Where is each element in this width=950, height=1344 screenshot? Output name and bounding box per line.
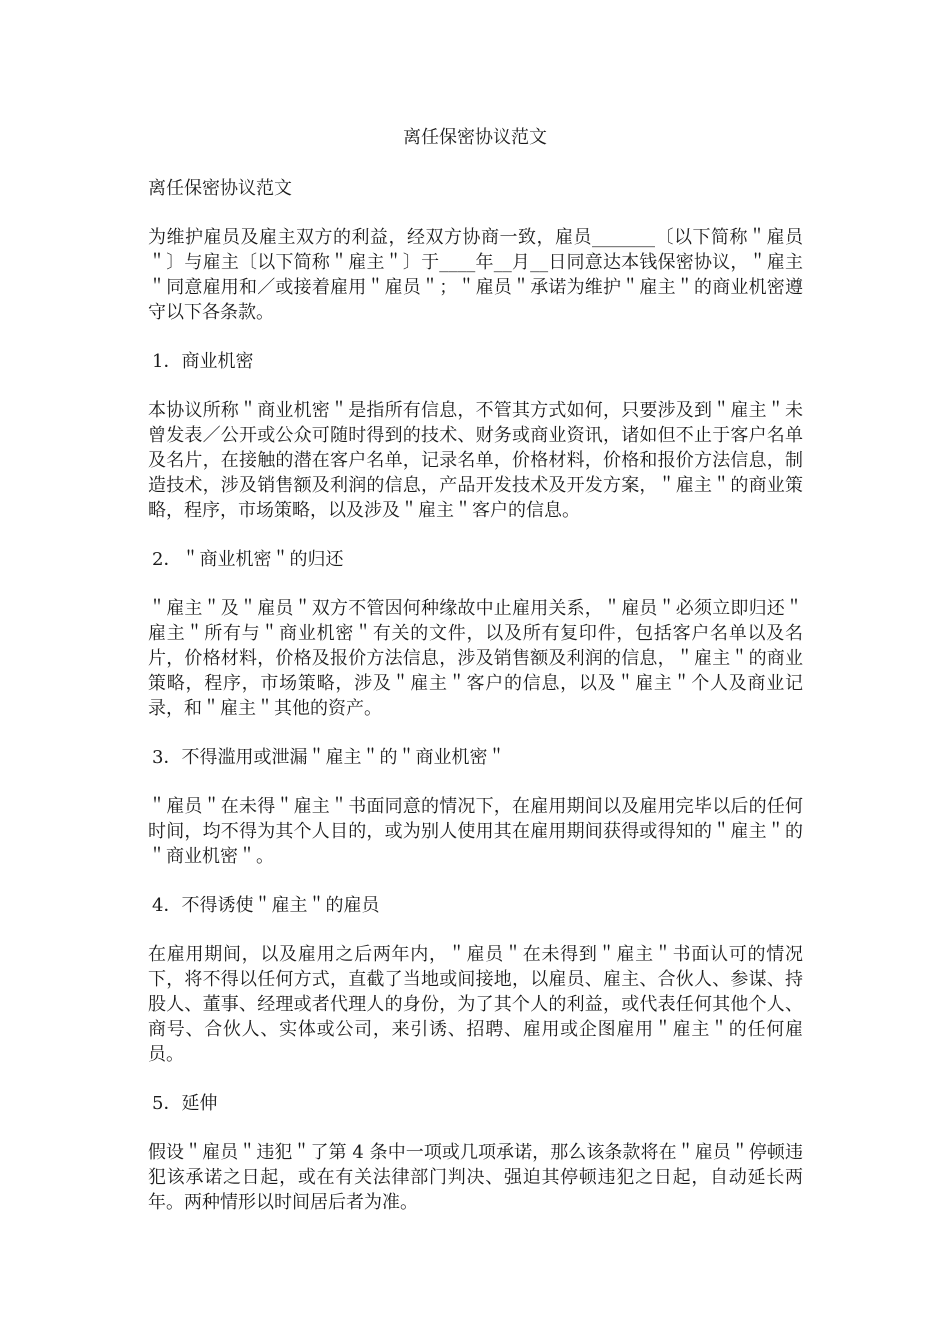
document-title: 离任保密协议范文 xyxy=(403,127,547,148)
section-5 xyxy=(148,1091,803,1215)
section-4 xyxy=(148,893,803,1067)
section-body: 在雇用期间，以及雇用之后两年内，＂雇员＂在未得到＂雇主＂书面认可的情况下，将不得以任何方式，直截了当地或间接地，以雇员、雇主、合伙人、参谋、持股人、董事、经理或者代理人的身份，为了其个人的利益，或代表任何其他个人、商号、合伙人、实体或公司，来引诱、招聘、雇用或企图雇用＂雇主＂的任何雇员。 xyxy=(148,944,803,1065)
section-heading: 3．不得滥用或泄漏＂雇主＂的＂商业机密＂ xyxy=(152,747,506,768)
section-heading: 1．商业机密 xyxy=(152,351,254,372)
section-1 xyxy=(148,349,803,523)
document-body xyxy=(148,176,803,1239)
intro-paragraph: 为维护雇员及雇主双方的利益，经双方协商一致，雇员_______〔以下简称＂雇员＂〕与雇主〔以下简称＂雇主＂〕于____年__月__日同意达本钱保密协议，＂雇主＂同意雇用和／或接着雇用＂雇员＂；＂雇员＂承诺为维护＂雇主＂的商业机密遵守以下各条款。 xyxy=(148,227,803,323)
section-body: ＂雇主＂及＂雇员＂双方不管因何种缘故中止雇用关系，＂雇员＂必须立即归还＂雇主＂所有与＂商业机密＂有关的文件，以及所有复印件，包括客户名单以及名片，价格材料，价格及报价方法信息，涉及销售额及利润的信息，＂雇主＂的商业策略，程序，市场策略，涉及＂雇主＂客户的信息，以及＂雇主＂个人及商业记录，和＂雇主＂其他的资产。 xyxy=(148,598,803,719)
section-body: ＂雇员＂在未得＂雇主＂书面同意的情况下，在雇用期间以及雇用完毕以后的任何时间，均不得为其个人目的，或为别人使用其在雇用期间获得或得知的＂雇主＂的＂商业机密＂。 xyxy=(148,796,803,867)
section-heading: 4．不得诱使＂雇主＂的雇员 xyxy=(152,895,380,916)
section-2 xyxy=(148,547,803,721)
section-heading: 2．＂商业机密＂的归还 xyxy=(152,549,344,570)
section-body: 本协议所称＂商业机密＂是指所有信息，不管其方式如何，只要涉及到＂雇主＂未曾发表／公开或公众可随时得到的技术、财务或商业资讯，诸如但不止于客户名单及名片，在接触的潜在客户名单，记录名单，价格材料，价格和报价方法信息，制造技术，涉及销售额及利润的信息，产品开发技术及开发方案，＂雇主＂的商业策略，程序，市场策略，以及涉及＂雇主＂客户的信息。 xyxy=(148,400,803,521)
section-body: 假设＂雇员＂违犯＂了第 4 条中一项或几项承诺，那么该条款将在＂雇员＂停顿违犯该承诺之日起，或在有关法律部门判决、强迫其停顿违犯之日起，自动延长两年。两种情形以时间居后者为准。 xyxy=(148,1142,803,1213)
section-heading: 5．延伸 xyxy=(152,1093,218,1114)
document-subtitle: 离任保密协议范文 xyxy=(148,178,292,199)
section-3 xyxy=(148,745,803,869)
